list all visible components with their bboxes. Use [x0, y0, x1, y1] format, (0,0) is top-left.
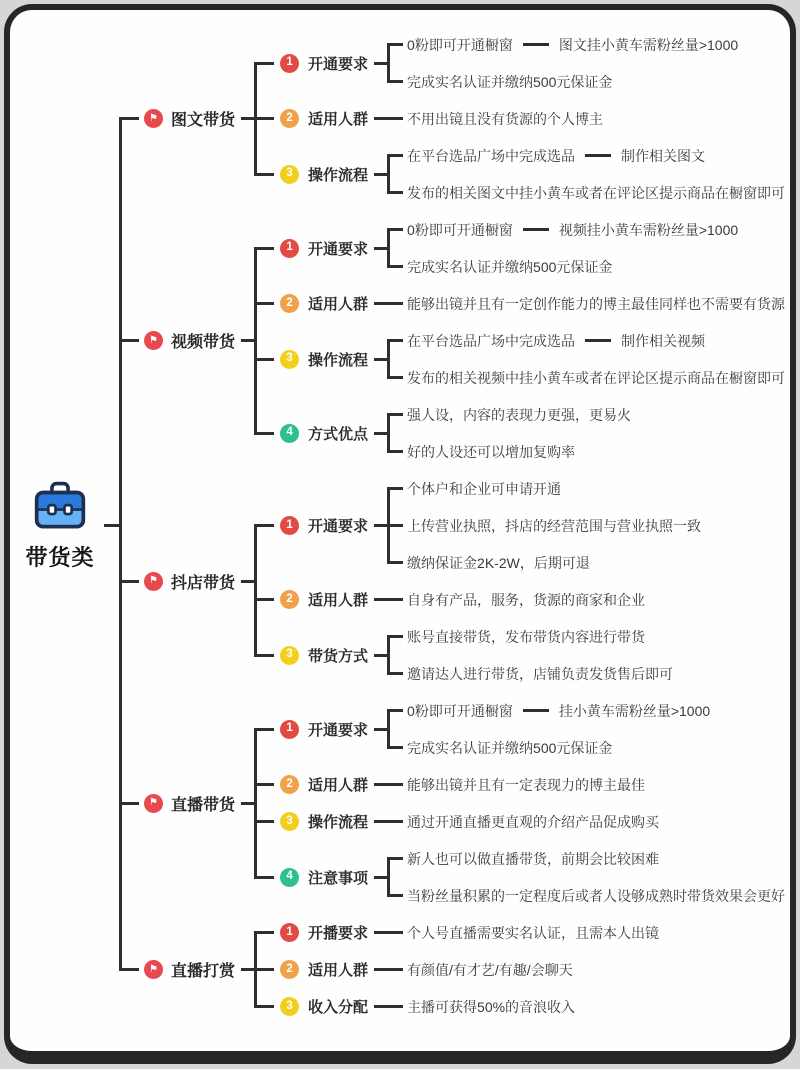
leaf-text: 完成实名认证并缴纳500元保证金	[407, 258, 613, 275]
branch-list	[119, 26, 785, 1025]
leaf-list	[387, 211, 738, 285]
leaf-row	[387, 248, 738, 285]
group-row	[254, 618, 701, 692]
leaf-node	[407, 442, 575, 462]
leaf-node	[407, 664, 673, 684]
group-row	[254, 137, 785, 211]
leaf-row	[387, 840, 785, 877]
group-label: 方式优点	[308, 425, 369, 443]
leaf-list	[387, 285, 785, 322]
number-badge-2: 2	[280, 590, 299, 609]
branch-row	[119, 26, 785, 211]
group-row	[254, 396, 785, 470]
leaf-text: 自身有产品，服务，货源的商家和企业	[407, 591, 646, 608]
leaf-node	[407, 590, 645, 610]
number-badge-2: 2	[280, 775, 299, 794]
group-list	[254, 26, 785, 211]
leaf-connector	[585, 339, 611, 342]
leaf-text: 在平台选品广场中完成选品	[407, 332, 576, 349]
leaf-row	[387, 692, 710, 729]
leaf-list	[387, 951, 573, 988]
group-row	[254, 988, 659, 1025]
group-label: 带货方式	[308, 647, 369, 665]
group-row	[254, 581, 701, 618]
group-node	[280, 238, 368, 259]
leaf-text: 制作相关视频	[621, 332, 706, 349]
leaf-node	[407, 849, 659, 869]
leaf-row	[387, 285, 785, 322]
flag-icon: ⚑	[144, 109, 163, 128]
number-badge-3: 3	[280, 646, 299, 665]
number-badge-4: 4	[280, 424, 299, 443]
leaf-text: 有颜值/有才艺/有趣/会聊天	[407, 961, 573, 978]
flag-icon: ⚑	[144, 960, 163, 979]
leaf-row	[387, 655, 673, 692]
leaf-list	[387, 26, 738, 100]
leaf-list	[387, 137, 785, 211]
leaf-text: 完成实名认证并缴纳500元保证金	[407, 73, 613, 90]
branch-connector	[241, 117, 254, 120]
group-node	[280, 589, 368, 610]
leaf-text: 强人设，内容的表现力更强，更易火	[407, 406, 632, 423]
group-connector	[374, 524, 387, 527]
branch-label: 直播带货	[171, 796, 236, 814]
leaf-row	[387, 507, 701, 544]
leaf-text: 0粉即可开通橱窗	[407, 36, 513, 53]
group-label: 适用人群	[308, 296, 369, 313]
number-badge-1: 1	[280, 54, 299, 73]
root-node	[16, 480, 104, 572]
leaf-text: 个体户和企业可申请开通	[407, 480, 562, 497]
group-connector	[374, 931, 387, 934]
leaf-node	[407, 553, 590, 573]
leaf-row	[387, 433, 631, 470]
branch-node	[144, 958, 235, 981]
root-connector	[104, 524, 119, 527]
leaf-row	[387, 581, 645, 618]
leaf-text: 视频挂小黄车需粉丝量>1000	[558, 221, 739, 238]
group-row	[254, 470, 701, 581]
group-connector	[374, 432, 387, 435]
leaf-node	[407, 35, 738, 55]
leaf-row	[387, 137, 785, 174]
number-badge-1: 1	[280, 516, 299, 535]
group-row	[254, 211, 785, 285]
branch-node	[144, 329, 235, 352]
group-connector	[374, 598, 387, 601]
leaf-node	[407, 960, 573, 980]
leaf-node	[407, 331, 705, 351]
number-badge-3: 3	[280, 812, 299, 831]
leaf-row	[387, 322, 785, 359]
flag-icon: ⚑	[144, 794, 163, 813]
leaf-node	[407, 738, 612, 758]
leaf-text: 不用出镜且没有货源的个人博主	[407, 110, 604, 127]
leaf-node	[407, 368, 785, 388]
leaf-list	[387, 803, 659, 840]
leaf-row	[387, 396, 631, 433]
leaf-row	[387, 359, 785, 396]
branch-connector	[241, 968, 254, 971]
leaf-text: 能够出镜并且有一定创作能力的博主最佳同样也不需要有货源	[407, 295, 786, 312]
leaf-row	[387, 618, 673, 655]
leaf-text: 缴纳保证金2K-2W，后期可退	[407, 554, 590, 571]
leaf-node	[407, 627, 645, 647]
branch-label: 图文带货	[171, 112, 236, 129]
leaf-node	[407, 257, 612, 277]
leaf-text: 完成实名认证并缴纳500元保证金	[407, 739, 613, 756]
leaf-list	[387, 988, 575, 1025]
leaf-node	[407, 997, 575, 1017]
group-label: 操作流程	[308, 166, 369, 184]
group-row	[254, 803, 785, 840]
leaf-node	[407, 923, 659, 943]
group-label: 注意事项	[308, 869, 369, 887]
leaf-node	[407, 146, 705, 166]
root-title: 带货类	[25, 544, 95, 570]
branch-node	[144, 792, 235, 815]
leaf-node	[407, 886, 785, 906]
group-label: 开播要求	[308, 925, 369, 942]
branch-node	[144, 107, 235, 130]
branch-label: 直播打赏	[171, 963, 236, 980]
group-label: 开通要求	[308, 721, 369, 739]
leaf-connector	[585, 154, 611, 157]
branch-row	[119, 692, 785, 914]
group-connector	[374, 62, 387, 65]
branch-label: 视频带货	[171, 334, 236, 351]
leaf-row	[387, 729, 710, 766]
leaf-connector	[523, 43, 549, 46]
number-badge-2: 2	[280, 109, 299, 128]
number-badge-3: 3	[280, 350, 299, 369]
group-label: 适用人群	[308, 111, 369, 128]
leaf-text: 0粉即可开通橱窗	[407, 702, 513, 719]
group-row	[254, 914, 659, 951]
leaf-text: 制作相关图文	[621, 147, 706, 164]
group-node	[280, 867, 368, 888]
branch-node	[144, 570, 235, 593]
leaf-node	[407, 405, 631, 425]
group-node	[280, 774, 368, 795]
group-row	[254, 322, 785, 396]
number-badge-1: 1	[280, 720, 299, 739]
flag-icon: ⚑	[144, 572, 163, 591]
leaf-row	[387, 63, 738, 100]
leaf-text: 当粉丝量积累的一定程度后或者人设够成熟时带货效果会更好	[407, 887, 786, 904]
leaf-node	[407, 775, 645, 795]
group-connector	[374, 968, 387, 971]
group-label: 适用人群	[308, 962, 369, 979]
branch-connector	[241, 580, 254, 583]
leaf-node	[407, 812, 659, 832]
group-connector	[374, 820, 387, 823]
leaf-node	[407, 109, 603, 129]
group-node	[280, 645, 368, 666]
leaf-row	[387, 877, 785, 914]
leaf-node	[407, 516, 701, 536]
leaf-text: 在平台选品广场中完成选品	[407, 147, 576, 164]
leaf-list	[387, 322, 785, 396]
leaf-text: 上传营业执照，抖店的经营范围与营业执照一致	[407, 517, 702, 534]
group-connector	[374, 117, 387, 120]
leaf-text: 邀请达人进行带货，店铺负责发货售后即可	[407, 665, 674, 682]
leaf-text: 发布的相关图文中挂小黄车或者在评论区提示商品在橱窗即可	[407, 184, 786, 201]
group-node	[280, 53, 368, 74]
group-row	[254, 26, 785, 100]
group-row	[254, 285, 785, 322]
leaf-row	[387, 211, 738, 248]
group-connector	[374, 358, 387, 361]
number-badge-1: 1	[280, 239, 299, 258]
leaf-list	[387, 692, 710, 766]
leaf-text: 个人号直播需要实名认证，且需本人出镜	[407, 924, 660, 941]
leaf-node	[407, 479, 561, 499]
branch-connector	[241, 802, 254, 805]
group-list	[254, 914, 659, 1025]
leaf-list	[387, 470, 701, 581]
group-label: 适用人群	[308, 777, 369, 794]
leaf-node	[407, 72, 612, 92]
leaf-text: 图文挂小黄车需粉丝量>1000	[558, 36, 739, 53]
group-connector	[374, 728, 387, 731]
group-list	[254, 692, 785, 914]
leaf-row	[387, 766, 645, 803]
branch-label: 抖店带货	[171, 574, 236, 592]
briefcase-icon	[31, 480, 89, 532]
leaf-node	[407, 183, 785, 203]
group-node	[280, 922, 368, 943]
leaf-connector	[523, 709, 549, 712]
leaf-list	[387, 396, 631, 470]
leaf-row	[387, 803, 659, 840]
leaf-row	[387, 100, 603, 137]
group-connector	[374, 302, 387, 305]
leaf-node	[407, 701, 710, 721]
group-node	[280, 515, 368, 536]
flag-icon: ⚑	[144, 331, 163, 350]
number-badge-2: 2	[280, 294, 299, 313]
group-node	[280, 349, 368, 370]
group-label: 操作流程	[308, 351, 369, 369]
group-node	[280, 811, 368, 832]
leaf-node	[407, 220, 738, 240]
leaf-row	[387, 951, 573, 988]
leaf-row	[387, 174, 785, 211]
group-label: 开通要求	[308, 240, 369, 258]
group-row	[254, 100, 785, 137]
branch-row	[119, 914, 785, 1025]
leaf-text: 新人也可以做直播带货，前期会比较困难	[407, 850, 660, 867]
group-label: 开通要求	[308, 518, 369, 535]
leaf-list	[387, 100, 603, 137]
group-connector	[374, 247, 387, 250]
group-node	[280, 996, 368, 1017]
group-connector	[374, 783, 387, 786]
leaf-list	[387, 581, 645, 618]
leaf-text: 主播可获得50%的音浪收入	[407, 998, 576, 1015]
group-row	[254, 692, 785, 766]
number-badge-3: 3	[280, 997, 299, 1016]
number-badge-2: 2	[280, 960, 299, 979]
group-label: 适用人群	[308, 592, 369, 609]
group-connector	[374, 1005, 387, 1008]
leaf-list	[387, 618, 673, 692]
group-list	[254, 470, 701, 692]
group-node	[280, 164, 368, 185]
leaf-row	[387, 26, 738, 63]
leaf-node	[407, 294, 785, 314]
group-label: 操作流程	[308, 814, 369, 831]
branch-row	[119, 470, 785, 692]
leaf-text: 0粉即可开通橱窗	[407, 221, 513, 238]
branch-connector	[241, 339, 254, 342]
branch-row	[119, 211, 785, 470]
group-row	[254, 951, 659, 988]
group-node	[280, 719, 368, 740]
leaf-row	[387, 544, 701, 581]
leaf-text: 账号直接带货，发布带货内容进行带货	[407, 628, 646, 645]
leaf-text: 挂小黄车需粉丝量>1000	[558, 702, 711, 719]
group-connector	[374, 876, 387, 879]
leaf-text: 通过开通直播更直观的介绍产品促成购买	[407, 813, 660, 830]
group-node	[280, 293, 368, 314]
leaf-row	[387, 470, 701, 507]
leaf-list	[387, 914, 659, 951]
group-node	[280, 423, 368, 444]
group-node	[280, 108, 368, 129]
group-label: 收入分配	[308, 999, 369, 1016]
number-badge-1: 1	[280, 923, 299, 942]
leaf-text: 发布的相关视频中挂小黄车或者在评论区提示商品在橱窗即可	[407, 369, 786, 386]
group-connector	[374, 173, 387, 176]
leaf-text: 好的人设还可以增加复购率	[407, 443, 576, 460]
leaf-connector	[523, 228, 549, 231]
leaf-list	[387, 840, 785, 914]
group-list	[254, 211, 785, 470]
leaf-row	[387, 914, 659, 951]
leaf-row	[387, 988, 575, 1025]
group-node	[280, 959, 368, 980]
leaf-list	[387, 766, 645, 803]
leaf-text: 能够出镜并且有一定表现力的博主最佳	[407, 776, 646, 793]
number-badge-3: 3	[280, 165, 299, 184]
group-row	[254, 840, 785, 914]
number-badge-4: 4	[280, 868, 299, 887]
group-row	[254, 766, 785, 803]
group-connector	[374, 654, 387, 657]
group-label: 开通要求	[308, 55, 369, 73]
mindmap-diagram	[16, 26, 785, 1025]
